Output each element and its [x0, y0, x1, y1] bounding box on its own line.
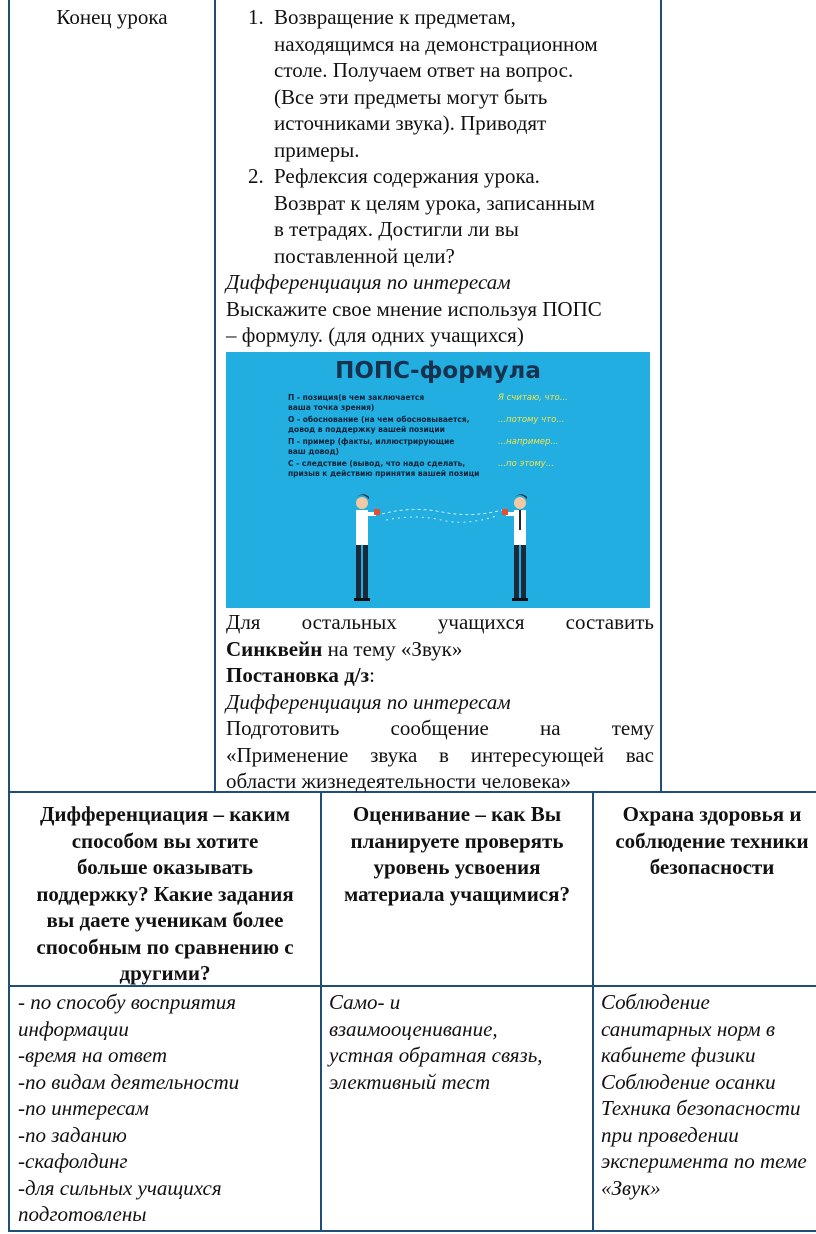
header-line: Охрана здоровья и	[622, 802, 802, 826]
poster-line: ваш довод)	[288, 447, 339, 456]
step-line: столе. Получаем ответ на вопрос.	[274, 58, 574, 82]
step-line: Возврат к целям урока, записанным	[274, 190, 595, 215]
others-line: Для остальных учащихся составить	[226, 610, 654, 634]
list-item: -по видам деятельности	[18, 1069, 240, 1094]
step-line: примеры.	[274, 137, 360, 162]
assessment-list	[329, 989, 591, 1095]
steps-block	[226, 4, 656, 349]
homework-colon: :	[369, 663, 375, 687]
poster-title: ПОПС-формула	[335, 358, 541, 384]
header-differentiation	[10, 801, 320, 987]
homework-line	[226, 662, 654, 689]
table-border	[8, 1230, 816, 1232]
list-item: элективный тест	[329, 1069, 491, 1094]
step-line: (Все эти предметы могут быть	[274, 84, 548, 109]
step-line: Возвращение к предметам,	[274, 5, 516, 29]
step-number: 1.	[248, 5, 264, 29]
poster-line: П - позиция(в чем заключается	[288, 393, 425, 402]
list-item: при проведении	[601, 1122, 739, 1147]
poster-phrase: ...потому что...	[498, 415, 565, 425]
poster-line: О - обоснование (на чем обосновывается,	[288, 415, 470, 424]
list-item: эксперимента по теме	[601, 1149, 807, 1173]
sinkwine-rest: на тему «Звук»	[322, 636, 463, 661]
table-border	[214, 0, 216, 792]
poster-line: призыв к действию принятия вашей позици	[288, 469, 480, 478]
list-item: устная обратная связь,	[329, 1043, 543, 1067]
homework-bold: Постановка д/з	[226, 663, 370, 687]
list-item: -по интересам	[18, 1096, 149, 1120]
header-line: больше оказывать	[77, 855, 253, 879]
table-border	[8, 0, 10, 1232]
list-item: -скафолдинг	[18, 1149, 128, 1173]
list-item: - по способу восприятия	[18, 990, 237, 1014]
sinkwine-line	[226, 636, 654, 663]
person-icon	[354, 494, 380, 601]
header-line: Оценивание – как Вы	[352, 802, 562, 826]
sinkwine-bold: Синквейн	[226, 636, 323, 661]
step-line: источниками звука). Приводят	[274, 111, 547, 135]
list-item: подготовлены	[18, 1202, 147, 1226]
diff-heading: Дифференциация по интересам	[226, 270, 511, 294]
list-item: взаимооценивание,	[329, 1016, 498, 1041]
header-line: способом вы хотите	[71, 828, 259, 853]
header-line: планируете проверять	[350, 828, 564, 853]
header-line: другими?	[119, 961, 211, 985]
lesson-end-label: Конец урока	[56, 5, 168, 29]
list-item: -по заданию	[18, 1122, 127, 1147]
poster-line: С - следствие (вывод, что надо сделать,	[288, 459, 466, 468]
header-health	[594, 801, 816, 881]
table-border	[660, 0, 662, 792]
list-item: кабинете физики	[601, 1043, 756, 1067]
diff-heading: Дифференциация по интересам	[226, 689, 511, 714]
pops-formula-poster	[226, 352, 650, 608]
list-item: «Звук»	[601, 1175, 661, 1200]
list-item: -для сильных учащихся	[18, 1175, 222, 1200]
list-item: санитарных норм в	[601, 1016, 775, 1041]
opinion-line: – формулу. (для одних учащихся)	[226, 323, 524, 347]
poster-line: П - пример (факты, иллюстрирующие	[288, 437, 455, 446]
list-item: информации	[18, 1016, 129, 1041]
steps-list	[226, 4, 656, 269]
step-line: поставленной цели?	[274, 243, 455, 268]
list-item	[226, 4, 656, 163]
poster-line: довод в поддержку вашей позиции	[288, 425, 445, 434]
header-line: Дифференциация – каким	[39, 802, 291, 826]
list-item: -время на ответ	[18, 1043, 167, 1067]
step-line: в тетрадях. Достигли ли вы	[274, 217, 519, 241]
list-item: Соблюдение	[601, 990, 710, 1014]
poster-illustration	[226, 352, 650, 608]
after-poster-block	[226, 609, 654, 795]
header-line: поддержку? Какие задания	[36, 881, 294, 906]
poster-phrase: ...например...	[498, 437, 559, 447]
opinion-line: Выскажите свое мнение используя ПОПС	[226, 296, 602, 321]
prepare-line: Подготовить сообщение на тему	[226, 716, 654, 740]
health-list	[601, 989, 816, 1201]
differentiation-list	[18, 989, 318, 1228]
header-assessment	[322, 801, 592, 907]
list-item: Само- и	[329, 990, 401, 1014]
list-item: Соблюдение осанки	[601, 1069, 776, 1094]
poster-line: ваша точка зрения)	[288, 403, 375, 412]
application-line: области жизнедеятельности человека»	[226, 769, 571, 793]
header-line: безопасности	[649, 855, 775, 879]
person-icon	[502, 494, 528, 601]
header-line: способным по сравнению с	[36, 934, 294, 959]
header-line: соблюдение техники	[615, 828, 809, 853]
header-line: вы даете ученикам более	[46, 908, 284, 932]
poster-phrase: ...по этому...	[498, 459, 554, 469]
list-item: Техника безопасности	[601, 1096, 801, 1120]
step-line: находящимся на демонстрационном	[274, 31, 598, 56]
header-line: материала учащимися?	[343, 881, 570, 906]
step-line: Рефлексия содержания урока.	[274, 164, 540, 188]
list-item	[226, 163, 656, 269]
application-line: «Применение звука в интересующей вас	[226, 742, 654, 767]
step-number: 2.	[248, 164, 264, 188]
header-line: уровень усвоения	[373, 855, 541, 879]
poster-phrase: Я считаю, что...	[498, 393, 568, 403]
